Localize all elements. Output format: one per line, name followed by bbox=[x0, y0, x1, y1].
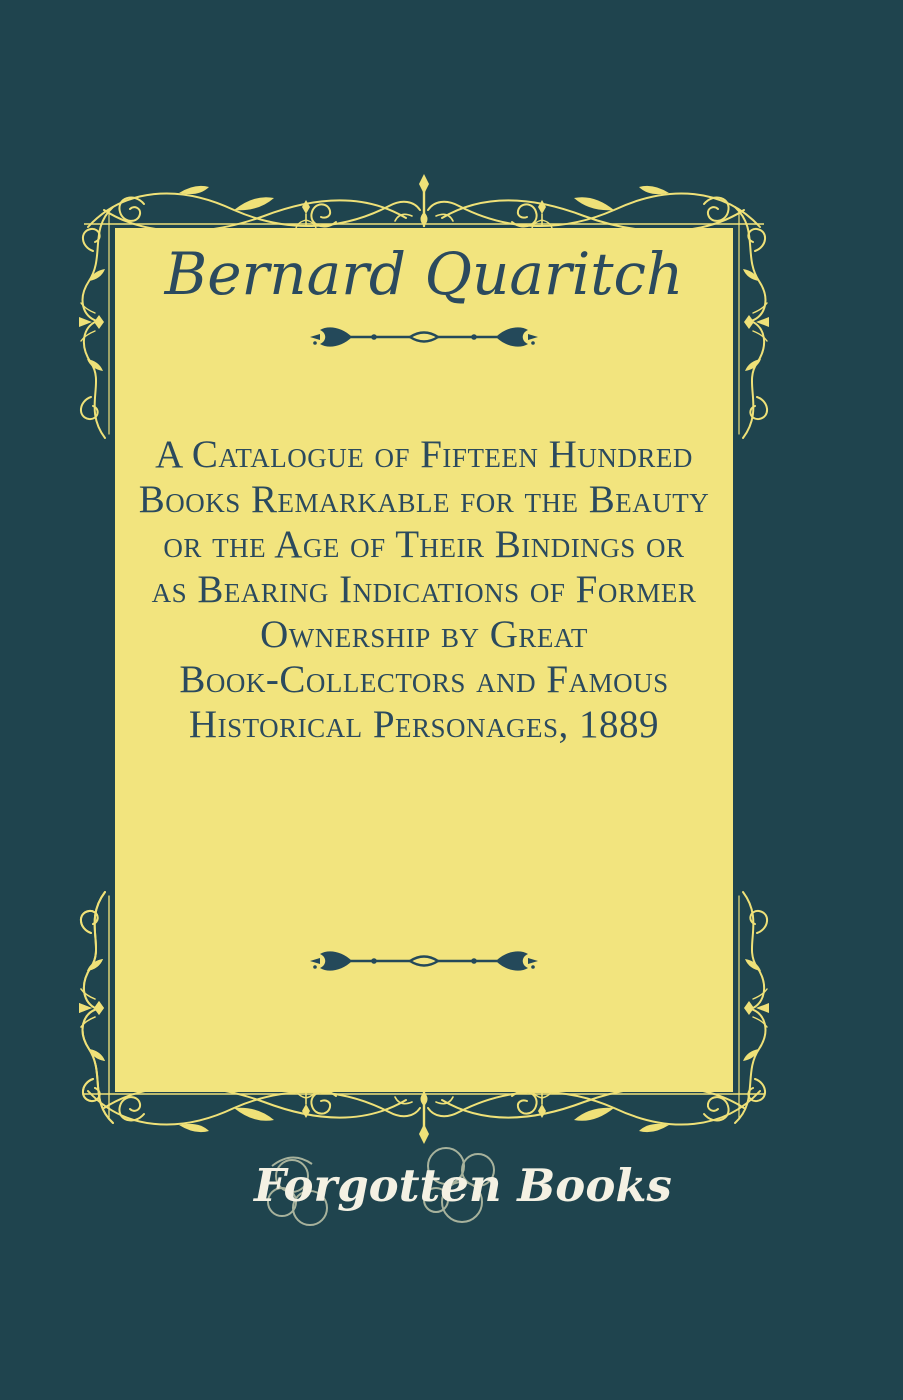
left-bottom-vine-ornament-icon bbox=[75, 890, 115, 1125]
divider-ornament-bottom-icon bbox=[308, 948, 540, 974]
title-panel bbox=[115, 228, 733, 1092]
right-top-vine-ornament-icon bbox=[733, 205, 773, 440]
book-title bbox=[133, 432, 715, 747]
left-top-vine-ornament-icon bbox=[75, 205, 115, 440]
title-line: Ownership by Great bbox=[260, 613, 588, 656]
publisher-name: Forgotten Books bbox=[254, 1159, 672, 1212]
title-line: A Catalogue of Fifteen Hundred bbox=[155, 433, 693, 476]
title-line: Historical Personages, 1889 bbox=[188, 703, 660, 746]
bottom-flourish-band-icon bbox=[84, 1088, 764, 1148]
title-line: or the Age of Their Bindings or bbox=[163, 523, 685, 566]
title-line: Books Remarkable for the Beauty bbox=[138, 478, 710, 521]
author-name: Bernard Quaritch bbox=[164, 240, 684, 308]
title-line: Book-Collectors and Famous bbox=[179, 658, 669, 701]
divider-ornament-top-icon bbox=[308, 324, 540, 350]
title-line: as Bearing Indications of Former bbox=[151, 568, 697, 611]
publisher-logo bbox=[254, 1146, 672, 1236]
top-flourish-band-icon bbox=[84, 170, 764, 230]
right-bottom-vine-ornament-icon bbox=[733, 890, 773, 1125]
